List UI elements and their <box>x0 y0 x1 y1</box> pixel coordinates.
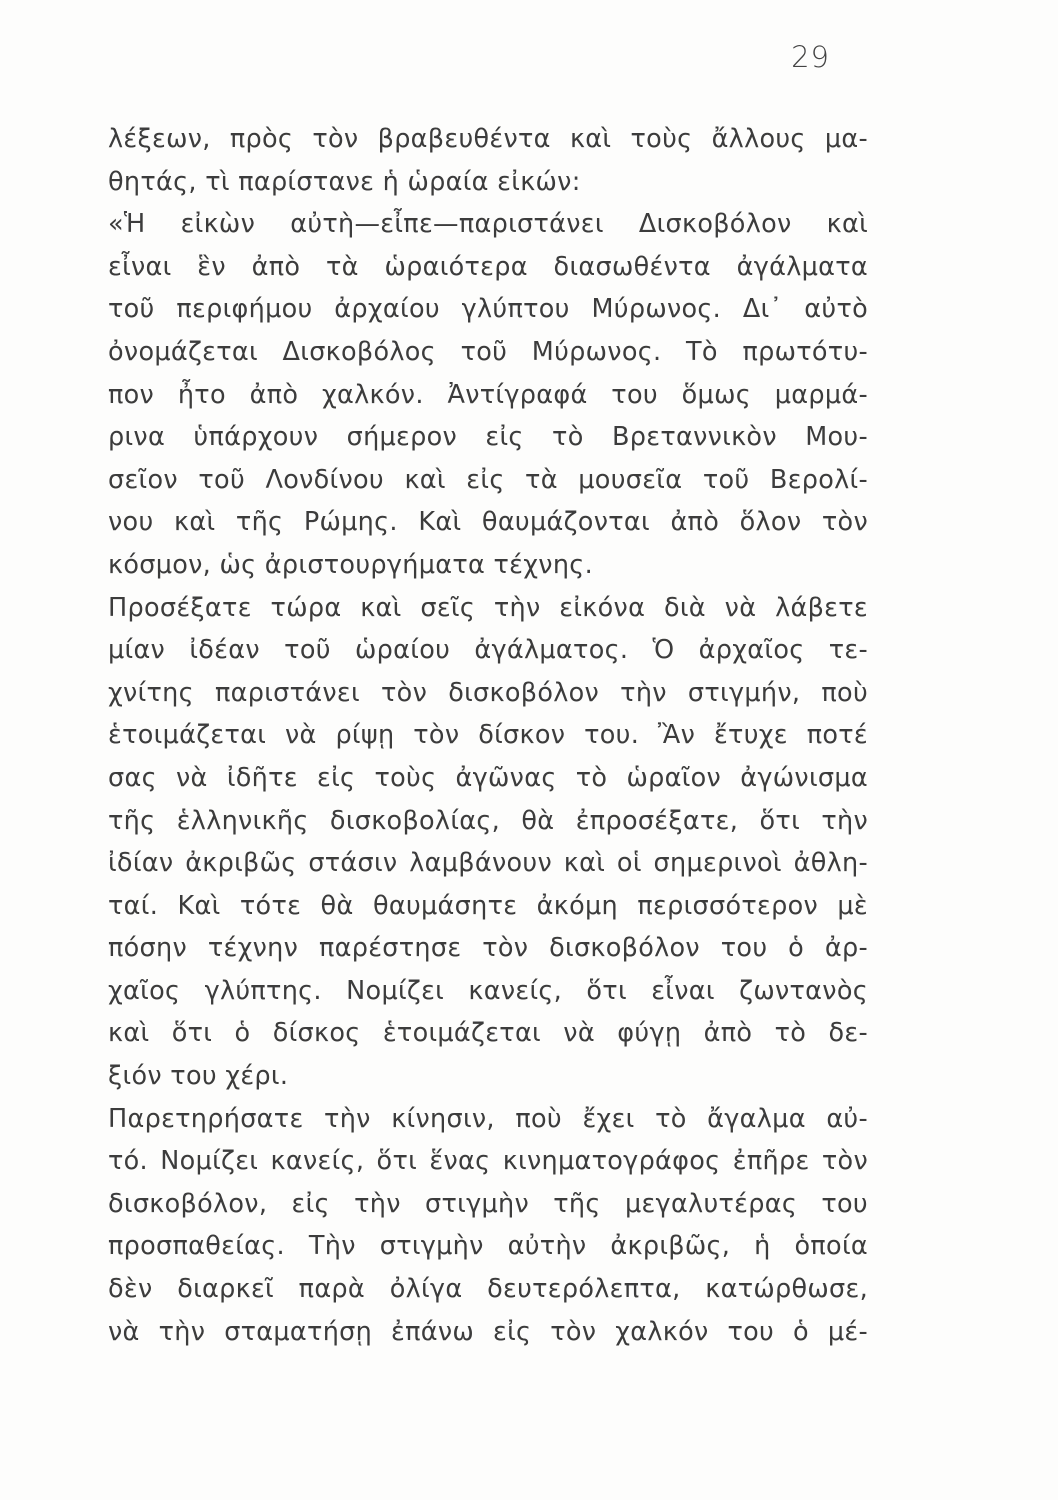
text-line: σεῖον τοῦ Λονδίνου καὶ εἰς τὰ μουσεῖα τοῦ Βερολί- <box>108 464 868 495</box>
text-line: σας νὰ ἰδῆτε εἰς τοὺς ἀγῶνας τὸ ὡραῖον ἀγώνισμα <box>108 762 868 793</box>
text-line: νὰ τὴν σταματήσῃ ἐπάνω εἰς τὸν χαλκόν του ὁ μέ- <box>108 1316 868 1347</box>
text-line: ξιόν του χέρι. <box>108 1061 289 1092</box>
text-line: ταί. Καὶ τότε θὰ θαυμάσητε ἀκόμη περισσότερον μὲ <box>108 890 868 921</box>
text-line: νου καὶ τῆς Ρώμης. Καὶ θαυμάζονται ἀπὸ ὅλον τὸν <box>108 507 868 538</box>
text-line: μίαν ἰδέαν τοῦ ὡραίου ἀγάλματος. Ὁ ἀρχαῖος τε- <box>108 635 868 666</box>
text-line: πον ἦτο ἀπὸ χαλκόν. Ἀντίγραφά του ὅμως μαρμά- <box>108 379 868 410</box>
text-line: ἑτοιμάζεται νὰ ρίψῃ τὸν δίσκον του. Ἂν ἔτυχε ποτέ <box>108 720 868 751</box>
text-line: ρινα ὑπάρχουν σήμερον εἰς τὸ Βρεταννικὸν Μου- <box>108 422 868 453</box>
page-number: 29 <box>791 40 830 74</box>
text-line: τό. Νομίζει κανείς, ὅτι ἕνας κινηματογράφος ἐπῆρε τὸν <box>108 1146 868 1177</box>
text-line: εἶναι ἓν ἀπὸ τὰ ὡραιότερα διασωθέντα ἀγάλματα <box>108 251 868 282</box>
text-line: λέξεων, πρὸς τὸν βραβευθέντα καὶ τοὺς ἄλλους μα- <box>108 124 868 154</box>
text-line: τῆς ἑλληνικῆς δισκοβολίας, θὰ ἐπροσέξατε, ὅτι τὴν <box>108 805 868 836</box>
text-line: ἰδίαν ἀκριβῶς στάσιν λαμβάνουν καὶ οἱ σημερινοὶ ἀθλη- <box>108 848 868 879</box>
text-line: δισκοβόλον, εἰς τὴν στιγμὴν τῆς μεγαλυτέρας του <box>108 1188 868 1219</box>
text-line: καὶ ὅτι ὁ δίσκος ἑτοιμάζεται νὰ φύγῃ ἀπὸ τὸ δε- <box>108 1018 868 1049</box>
body-text <box>108 118 868 1353</box>
text-line: χνίτης παριστάνει τὸν δισκοβόλον τὴν στιγμήν, ποὺ <box>108 677 868 708</box>
text-line: Προσέξατε τώρα καὶ σεῖς τὴν εἰκόνα διὰ νὰ λάβετε <box>108 592 868 623</box>
text-line: προσπαθείας. Τὴν στιγμὴν αὐτὴν ἀκριβῶς, ἡ ὁποία <box>108 1231 868 1262</box>
text-line: κόσμον, ὡς ἀριστουργήματα τέχνης. <box>108 549 593 580</box>
text-line: θητάς, τὶ παρίστανε ἡ ὡραία εἰκών: <box>108 166 581 197</box>
text-line: τοῦ περιφήμου ἀρχαίου γλύπτου Μύρωνος. Δι᾽ αὐτὸ <box>108 294 868 325</box>
text-line: ὀνομάζεται Δισκοβόλος τοῦ Μύρωνος. Τὸ πρωτότυ- <box>108 336 868 367</box>
text-line: πόσην τέχνην παρέστησε τὸν δισκοβόλον του ὁ ἀρ- <box>108 933 868 964</box>
text-line: Παρετηρήσατε τὴν κίνησιν, ποὺ ἔχει τὸ ἄγαλμα αὐ- <box>108 1103 868 1134</box>
text-line: «Ἡ εἰκὼν αὐτὴ—εἶπε—παριστάνει Δισκοβόλον καὶ <box>108 209 868 240</box>
text-line: δὲν διαρκεῖ παρὰ ὀλίγα δευτερόλεπτα, κατώρθωσε, <box>108 1274 868 1305</box>
text-line: χαῖος γλύπτης. Νομίζει κανείς, ὅτι εἶναι ζωντανὸς <box>108 975 868 1006</box>
